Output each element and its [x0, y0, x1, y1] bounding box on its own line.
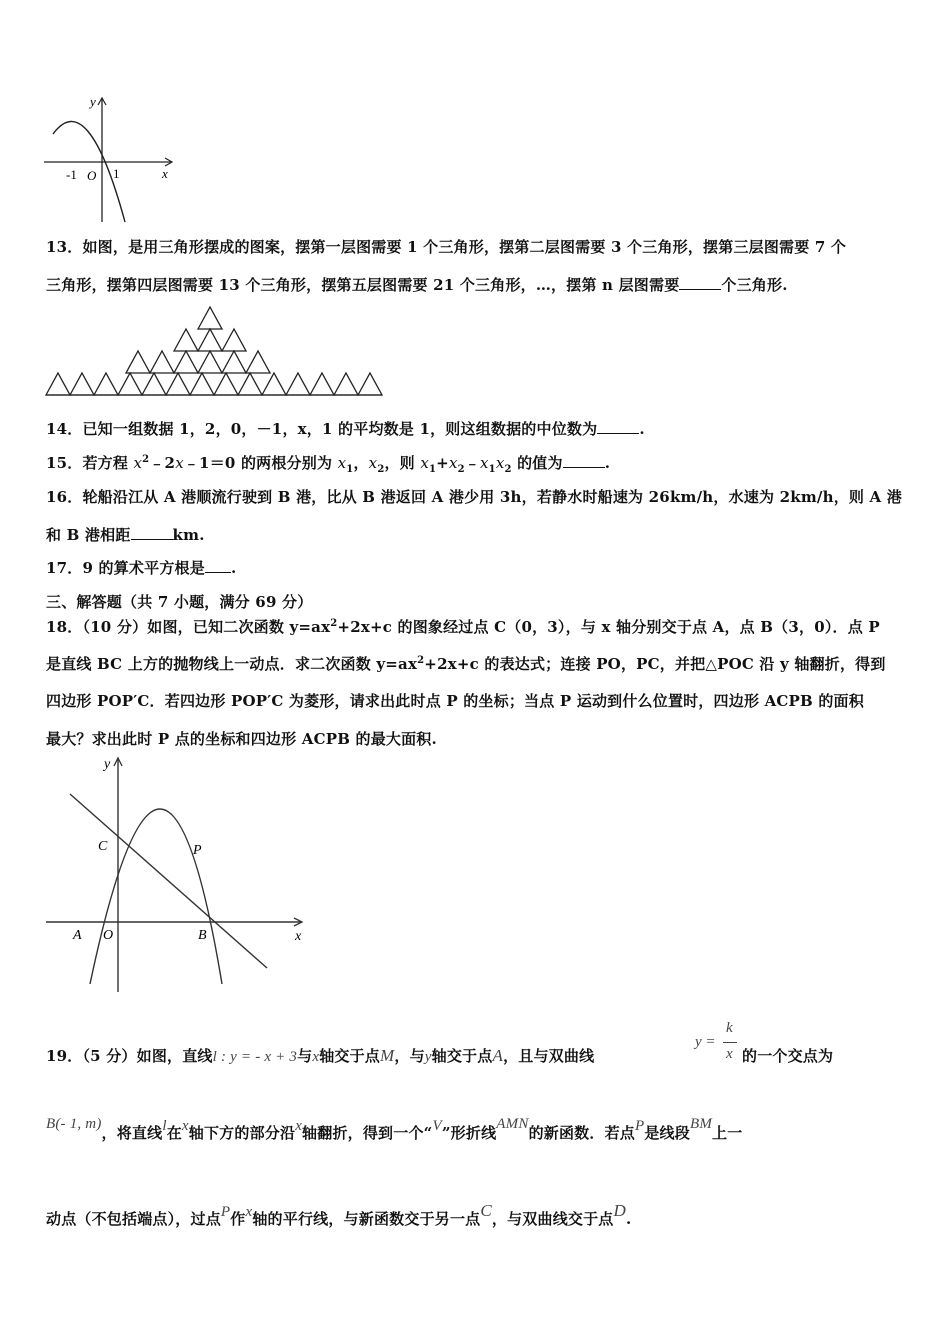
sub-1: 1 — [346, 464, 354, 475]
q19-a4: ，与 — [394, 1047, 425, 1065]
minus: ﹣ — [464, 454, 480, 472]
q18-l2b: +2x+c 的表达式；连接 PO，PC，并把△POC 沿 y 轴翻折，得到 — [424, 655, 886, 673]
q19-b8: 上一 — [712, 1124, 743, 1142]
q16-text-2: 和 B 港相距 — [46, 526, 131, 544]
question-17 — [46, 557, 236, 578]
q19-a3: 轴交于点 — [319, 1047, 381, 1065]
q15-t3: ﹣1＝0 的两根分别为 — [183, 454, 338, 472]
q13-text-3: 个三角形. — [721, 276, 788, 294]
q19-c4: ，与双曲线交于点 — [491, 1210, 614, 1228]
question-19-line-2 — [46, 1116, 743, 1143]
triangle — [262, 373, 286, 395]
sub-1: 1 — [428, 464, 437, 475]
sub-2: 2 — [457, 464, 465, 475]
expr-x1: x — [479, 454, 489, 472]
q19-a5: 轴交于点 — [431, 1047, 493, 1065]
var-x: x — [312, 1049, 320, 1065]
label-c: C — [98, 839, 108, 854]
label-o: O — [103, 928, 114, 943]
question-18-line-2 — [46, 653, 886, 674]
triangle — [358, 373, 382, 395]
q18-l4: 最大？求出此时 P 点的坐标和四边形 ACPB 的最大面积. — [46, 730, 437, 748]
triangle — [334, 373, 358, 395]
triangle — [190, 373, 214, 395]
q15-t1: 15．若方程 — [46, 454, 134, 472]
point-d: D — [613, 1201, 626, 1220]
var-x: x — [245, 1204, 253, 1220]
point-p: P — [634, 1118, 645, 1134]
point-p: P — [220, 1204, 231, 1220]
triangle — [310, 373, 334, 395]
q19-c1: 动点（不包括端点），过点 — [46, 1210, 221, 1228]
parabola-curve — [90, 809, 222, 984]
x-label: x — [162, 166, 168, 181]
sub-2: 2 — [504, 464, 512, 475]
triangle — [174, 351, 198, 373]
question-13-line-1 — [46, 236, 846, 257]
triangle — [46, 373, 70, 395]
expr-x1: x — [420, 454, 429, 472]
triangle — [214, 373, 238, 395]
question-19-line-1 — [46, 1045, 594, 1066]
answer-blank-q13[interactable] — [679, 275, 721, 290]
numerator-k: k — [726, 1020, 733, 1036]
line-l: l — [212, 1049, 218, 1065]
y-label: y — [90, 94, 96, 109]
var-y: y — [424, 1049, 432, 1065]
q18-l3: 四边形 POP′C．若四边形 POP′C 为菱形，请求出此时点 P 的坐标；当点 P 运动到什么位置时，四边形 ACPB 的面积 — [46, 692, 864, 710]
figure-q13-triangles — [44, 302, 384, 402]
section-3-title — [46, 591, 312, 612]
label-y: y — [104, 757, 111, 772]
q15-t4: ，则 — [384, 454, 421, 472]
expr-x2: x — [495, 454, 505, 472]
var-x: x — [181, 1118, 189, 1134]
exp-2: 2 — [142, 454, 150, 465]
triangle — [174, 329, 198, 351]
triangle — [150, 351, 174, 373]
section-title-text: 三、解答题（共 7 小题，满分 69 分） — [46, 593, 313, 611]
denominator-x: x — [726, 1046, 733, 1062]
q15-t2: ﹣2 — [149, 454, 176, 472]
triangle — [166, 373, 190, 395]
q19-b6: 的新函数．若点 — [528, 1124, 635, 1142]
triangle — [70, 373, 94, 395]
q16-text-3: km. — [172, 526, 205, 544]
triangle — [238, 373, 262, 395]
expr-x2: x — [448, 454, 458, 472]
triangle — [118, 373, 142, 395]
q17-end: . — [230, 559, 237, 577]
answer-blank-q17[interactable] — [205, 558, 231, 573]
question-19-line-1-end — [742, 1045, 833, 1066]
one-label: 1 — [113, 166, 120, 181]
q18-l1b: +2x+c 的图象经过点 C（0，3），与 x 轴分别交于点 A，点 B（3，0）．点 P — [337, 618, 880, 636]
line-l: l — [162, 1118, 167, 1134]
q15-t5: 的值为 — [511, 454, 563, 472]
question-18-line-1 — [46, 616, 880, 637]
figure-q12-parabola — [40, 92, 180, 227]
hyperbola-formula — [695, 1020, 741, 1070]
q15-t6: . — [604, 454, 611, 472]
question-14 — [46, 418, 645, 439]
var-x1: x — [337, 454, 347, 472]
var-x: x — [295, 1118, 303, 1134]
colon: : — [217, 1049, 231, 1065]
q18-l1a: 18．（10 分）如图，已知二次函数 y=ax — [46, 618, 331, 636]
q19-c5: . — [626, 1210, 632, 1228]
var-x: x — [175, 454, 184, 472]
q19-b5: ”形折线 — [441, 1124, 497, 1142]
question-16-line-1 — [46, 486, 902, 507]
triangle — [94, 373, 118, 395]
triangle — [198, 351, 222, 373]
triangle — [142, 373, 166, 395]
question-19-line-3 — [46, 1201, 632, 1229]
answer-blank-q14[interactable] — [597, 419, 639, 434]
question-18-line-4 — [46, 728, 437, 749]
q18-l2a: 是直线 BC 上方的抛物线上一动点．求二次函数 y=ax — [46, 655, 418, 673]
q19-b4: 轴翻折，得到一个“ — [302, 1124, 433, 1142]
q17-text: 17．9 的算术平方根是 — [46, 559, 205, 577]
q13-text-1: 13．如图，是用三角形摆成的图案，摆第一层图需要 1 个三角形，摆第二层图需要 3 个三角形，摆第三层图需要 7 个 — [46, 238, 847, 256]
triangle — [198, 307, 222, 329]
triangle — [126, 351, 150, 373]
triangle — [222, 351, 246, 373]
label-x: x — [295, 929, 302, 944]
var-x: x — [133, 454, 143, 472]
letter-v: V — [432, 1118, 442, 1134]
q19-a2: 与 — [297, 1047, 313, 1065]
q19-a7: 的一个交点为 — [742, 1047, 834, 1065]
y-equals: y = — [695, 1034, 716, 1050]
question-18-line-3 — [46, 690, 864, 711]
label-b: B — [198, 928, 207, 943]
comma: ， — [353, 454, 369, 472]
q18-exp: 2 — [330, 618, 338, 629]
label-a: A — [73, 928, 82, 943]
q19-c3: 轴的平行线，与新函数交于另一点 — [252, 1210, 481, 1228]
q19-b3: 轴下方的部分沿 — [188, 1124, 296, 1142]
q14-text: 14．已知一组数据 1，2，0，－1，x，1 的平均数是 1，则这组数据的中位数为 — [46, 420, 598, 438]
triangle — [198, 329, 222, 351]
plus: + — [436, 454, 449, 472]
triangle — [286, 373, 310, 395]
question-13-line-2 — [46, 274, 788, 295]
point-m: M — [380, 1046, 395, 1065]
point-c: C — [480, 1201, 492, 1220]
sub-1: 1 — [488, 464, 496, 475]
equation-line: y = - x + 3 — [230, 1049, 298, 1065]
fraction-bar — [723, 1042, 737, 1043]
q19-b2: 在 — [166, 1124, 182, 1142]
neg-one-label: -1 — [66, 167, 77, 182]
triangle — [222, 329, 246, 351]
label-p: P — [193, 843, 202, 858]
question-15 — [46, 452, 610, 475]
answer-blank-q16[interactable] — [131, 525, 173, 540]
origin-label: O — [87, 168, 97, 183]
q19-a1: 19．（5 分）如图，直线 — [46, 1047, 213, 1065]
point-b: B(- 1, m) — [46, 1116, 102, 1132]
sub-2: 2 — [377, 464, 385, 475]
q13-text-2: 三角形，摆第四层图需要 13 个三角形，摆第五层图需要 21 个三角形，…，摆第 n 层图需要 — [46, 276, 680, 294]
figure-q18-parabola-line — [40, 752, 312, 998]
question-16-line-2 — [46, 524, 205, 545]
point-a: A — [492, 1046, 504, 1065]
segment-bm: BM — [689, 1116, 713, 1132]
answer-blank-q15[interactable] — [563, 453, 605, 468]
q19-a6: ，且与双曲线 — [503, 1047, 595, 1065]
q19-b1: ，将直线 — [101, 1124, 163, 1142]
q18-exp: 2 — [417, 655, 425, 666]
triangle — [246, 351, 270, 373]
polyline-amn: AMN — [496, 1116, 529, 1132]
var-x2: x — [368, 454, 378, 472]
q19-b7: 是线段 — [644, 1124, 690, 1142]
q19-c2: 作 — [230, 1210, 246, 1228]
q16-text-1: 16．轮船沿江从 A 港顺流行驶到 B 港，比从 B 港返回 A 港少用 3h，若静水时船速为 26km/h，水速为 2km/h，则 A 港 — [46, 488, 902, 506]
q14-end: . — [639, 420, 645, 438]
